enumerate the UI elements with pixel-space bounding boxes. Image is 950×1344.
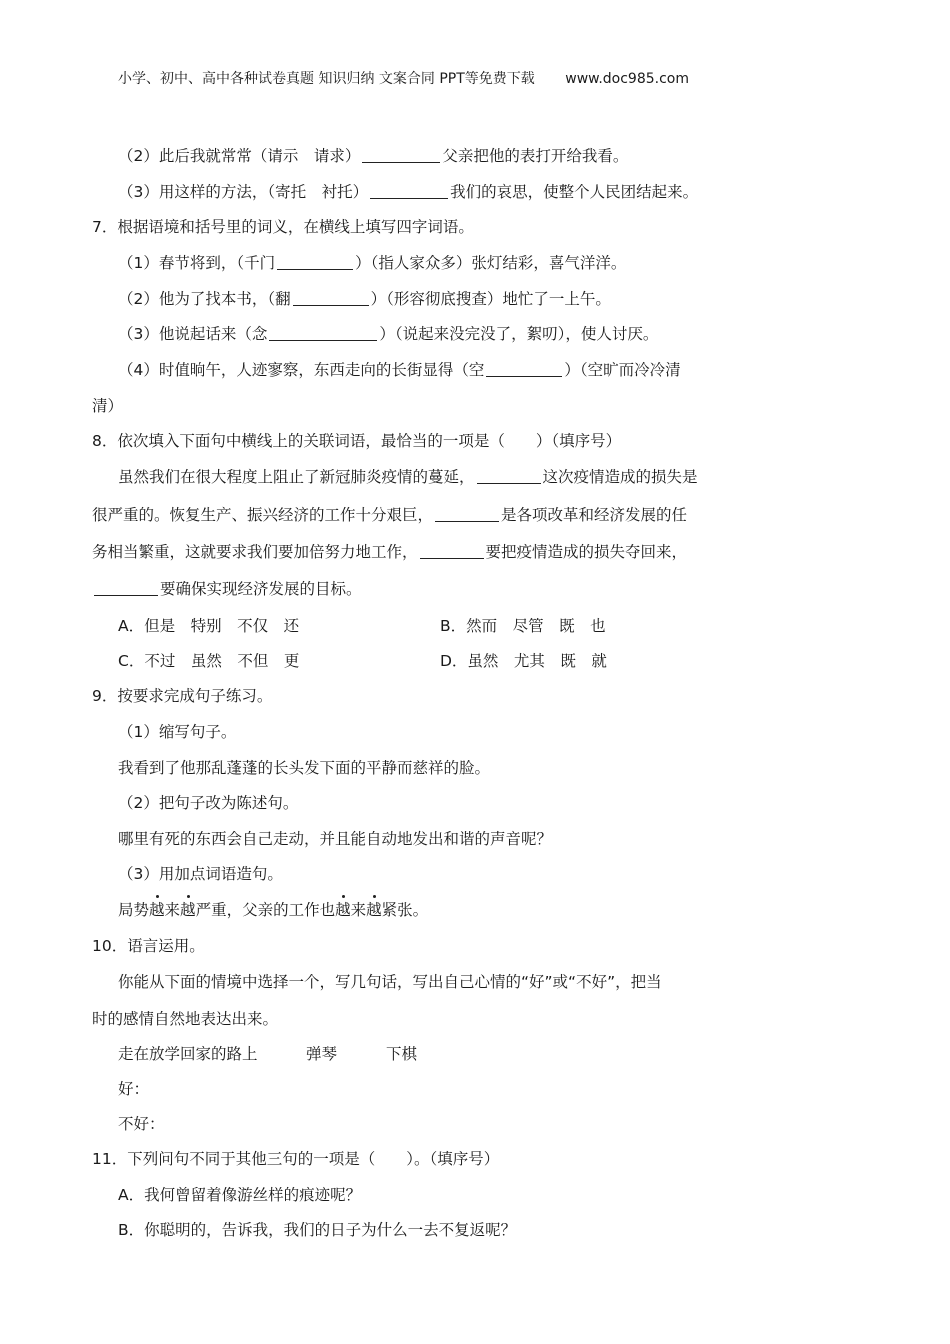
q8-para-text: 务相当繁重，这就要求我们要加倍努力地工作，	[92, 543, 418, 561]
header-text: 小学、初中、高中各种试卷真题 知识归纳 文案合同 PPT等免费下载	[118, 71, 535, 87]
q8-para-text: 很严重的。恢复生产、振兴经济的工作十分艰巨，	[92, 506, 434, 524]
q10-instruction-line-2: 时的感情自然地表达出来。	[92, 1010, 279, 1028]
q6-item-3-text: （3）用这样的方法，（寄托 衬托）	[118, 183, 369, 201]
q9-sub-3-sentence	[118, 899, 428, 921]
q11-option-a[interactable]: A．我何曾留着像游丝样的痕迹呢？	[118, 1186, 362, 1204]
dotted-word: 越	[335, 901, 351, 919]
q8-para-text: 是各项改革和经济发展的任	[501, 506, 688, 524]
q9-sub-2-sentence: 哪里有死的东西会自己走动，并且能自动地发出和谐的声音呢？	[118, 830, 553, 848]
q11-title: 11．下列问句不同于其他三句的一项是（ ）。（填序号）	[92, 1150, 500, 1168]
q8-para-text: 这次疫情造成的损失是	[542, 468, 698, 486]
sentence-text: 紧张。	[381, 901, 429, 919]
q8-para-text: 要确保实现经济发展的目标。	[160, 580, 362, 598]
q8-para-text: 虽然我们在很大程度上阻止了新冠肺炎疫情的蔓延，	[118, 468, 475, 486]
q6-item-2-tail: 父亲把他的表打开给我看。	[442, 147, 629, 165]
q8-para-text: 要把疫情造成的损失夺回来，	[485, 543, 688, 561]
q10-scenario-1: 走在放学回家的路上	[118, 1045, 258, 1063]
q8-para-line-2	[92, 504, 687, 526]
dotted-word: 越	[180, 901, 196, 919]
q11-option-b[interactable]: B．你聪明的，告诉我，我们的日子为什么一去不复返呢？	[118, 1221, 517, 1239]
q10-bad-label: 不好：	[118, 1115, 165, 1133]
q9-sub-3-label: （3）用加点词语造句。	[118, 865, 283, 883]
q9-sub-1-sentence: 我看到了他那乱蓬蓬的长头发下面的平静而慈祥的脸。	[118, 759, 491, 777]
q8-title: 8．依次填入下面句中横线上的关联词语，最恰当的一项是（ ）（填序号）	[92, 432, 622, 450]
q7-item-3-tail: ）（说起来没完没了，絮叨），使人讨厌。	[379, 325, 659, 343]
q8-para-line-4	[92, 578, 362, 600]
q10-instruction-line-1: 你能从下面的情境中选择一个，写几句话，写出自己心情的“好”或“不好”，把当	[118, 973, 662, 991]
q7-item-2-tail: ）（形容彻底搜查）地忙了一上午。	[370, 290, 611, 308]
q7-item-4-text: （4）时值晌午，人迹寥察，东西走向的长街显得（空	[118, 361, 485, 379]
q8-option-c[interactable]: C．不过 虽然 不但 更	[118, 652, 300, 670]
q8-para-line-3	[92, 541, 687, 563]
q6-item-2	[118, 145, 628, 167]
q9-sub-2-label: （2）把句子改为陈述句。	[118, 794, 299, 812]
q8-option-a[interactable]: A．但是 特别 不仅 还	[118, 617, 300, 635]
page-header	[118, 68, 689, 88]
answer-blank[interactable]	[477, 467, 541, 484]
answer-blank[interactable]	[486, 360, 562, 377]
q9-title: 9．按要求完成句子练习。	[92, 687, 273, 705]
dotted-word: 越	[366, 901, 382, 919]
answer-blank[interactable]	[370, 182, 448, 199]
dotted-word: 越	[149, 901, 165, 919]
q10-good-label: 好：	[118, 1080, 150, 1098]
q7-item-3-text: （3）他说起话来（念	[118, 325, 268, 343]
q7-item-2-text: （2）他为了找本书，（翻	[118, 290, 291, 308]
q7-item-1-text: （1）春节将到，（千门	[118, 254, 276, 272]
q7-item-1-tail: ）（指人家众多）张灯结彩，喜气洋洋。	[355, 254, 627, 272]
header-site[interactable]: www.doc985.com	[565, 71, 689, 87]
q6-item-2-text: （2）此后我就常常（请示 请求）	[118, 147, 361, 165]
q10-title: 10．语言运用。	[92, 937, 205, 955]
q7-title: 7．根据语境和括号里的词义，在横线上填写四字词语。	[92, 218, 474, 236]
answer-blank[interactable]	[269, 324, 377, 341]
answer-blank[interactable]	[435, 505, 499, 522]
q7-item-3	[118, 323, 658, 345]
sentence-text: 局势	[118, 901, 150, 919]
sentence-text: 来	[164, 901, 181, 919]
q10-scenario-3: 下棋	[386, 1045, 418, 1063]
q6-item-3-tail: 我们的哀思，使整个人民团结起来。	[450, 183, 699, 201]
q8-option-d[interactable]: D．虽然 尤其 既 就	[440, 652, 607, 670]
sentence-text: 严重，父亲的工作也	[195, 901, 336, 919]
q8-option-b[interactable]: B．然而 尽管 既 也	[440, 617, 606, 635]
answer-blank[interactable]	[94, 579, 158, 596]
answer-blank[interactable]	[277, 253, 353, 270]
q7-item-4-wrap: 清）	[92, 397, 124, 415]
q8-para-line-1	[118, 466, 698, 488]
q9-sub-1-label: （1）缩写句子。	[118, 723, 237, 741]
q6-item-3	[118, 181, 698, 203]
q7-item-1	[118, 252, 626, 274]
answer-blank[interactable]	[293, 289, 369, 306]
answer-blank[interactable]	[420, 542, 484, 559]
answer-blank[interactable]	[362, 146, 440, 163]
q10-scenario-2: 弹琴	[306, 1045, 338, 1063]
q7-item-4	[118, 359, 681, 381]
q7-item-4-tail: ）（空旷而冷冷清	[564, 361, 681, 379]
sentence-text: 来	[350, 901, 367, 919]
q7-item-2	[118, 288, 611, 310]
